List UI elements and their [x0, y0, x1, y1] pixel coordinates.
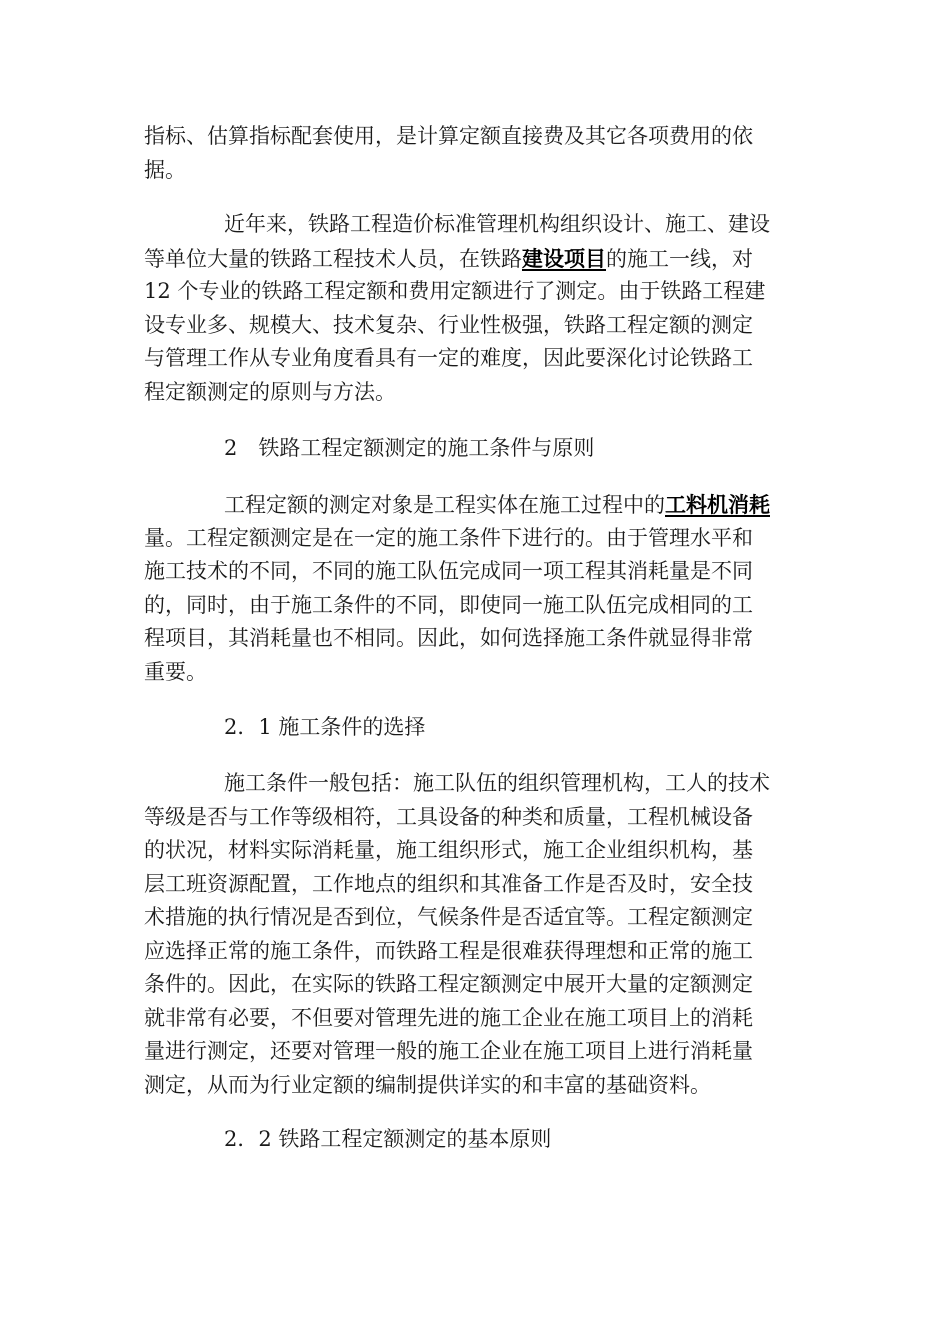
- text-line: 术措施的执行情况是否到位，气候条件是否适宜等。工程定额测定: [144, 905, 753, 929]
- link-construction-project[interactable]: 建设项目: [522, 245, 606, 271]
- section-heading-2: 2 铁路工程定额测定的施工条件与原则: [224, 436, 595, 460]
- section-heading-2-2: 2．2 铁路工程定额测定的基本原则: [224, 1127, 552, 1151]
- text-line: 量进行测定，还要对管理一般的施工企业在施工项目上进行消耗量: [144, 1039, 753, 1063]
- text-line: 等级是否与工作等级相符，工具设备的种类和质量，工程机械设备: [144, 804, 753, 829]
- text-line: 应选择正常的施工条件，而铁路工程是很难获得理想和正常的施工: [144, 938, 753, 963]
- text-line: 施工技术的不同，不同的施工队伍完成同一项工程其消耗量是不同: [144, 559, 753, 583]
- section-heading-2-1: 2．1 施工条件的选择: [224, 715, 426, 739]
- text-line: 的状况，材料实际消耗量，施工组织形式，施工企业组织机构，基: [144, 838, 753, 862]
- text-line: 施工条件一般包括：施工队伍的组织管理机构，工人的技术: [224, 771, 770, 795]
- text-segment: 等单位大量的铁路工程技术人员，在铁路: [144, 246, 522, 271]
- text-segment: 的施工一线，对: [606, 246, 753, 271]
- text-line-with-link: [144, 242, 804, 276]
- text-segment: 工程定额的测定对象是工程实体在施工过程中的: [224, 493, 665, 517]
- text-line: 近年来，铁路工程造价标准管理机构组织设计、施工、建设: [224, 212, 770, 236]
- text-line: 与管理工作从专业角度看具有一定的难度，因此要深化讨论铁路工: [144, 346, 753, 370]
- paragraph-construction-conditions: [144, 767, 804, 1102]
- text-line: 据。: [144, 157, 186, 182]
- text-line: 12 个专业的铁路工程定额和费用定额进行了测定。由于铁路工程建: [144, 279, 766, 303]
- paragraph-continuation: [144, 120, 804, 187]
- text-line: 程项目，其消耗量也不相同。因此，如何选择施工条件就显得非常: [144, 626, 753, 650]
- text-line: 程定额测定的原则与方法。: [144, 379, 396, 404]
- text-line-with-link: [144, 488, 804, 522]
- text-line: 设专业多、规模大、技术复杂、行业性极强，铁路工程定额的测定: [144, 312, 753, 337]
- text-line: 条件的。因此，在实际的铁路工程定额测定中展开大量的定额测定: [144, 972, 753, 996]
- paragraph-measurement-object: [144, 488, 804, 689]
- text-line: 就非常有必要，不但要对管理先进的施工企业在施工项目上的消耗: [144, 1005, 753, 1030]
- text-line: 指标、估算指标配套使用，是计算定额直接费及其它各项费用的依: [144, 124, 753, 148]
- text-line: 重要。: [144, 659, 207, 684]
- text-line: 层工班资源配置，工作地点的组织和其准备工作是否及时，安全技: [144, 871, 753, 896]
- paragraph-recent-years: [144, 208, 804, 409]
- text-line: 量。工程定额测定是在一定的施工条件下进行的。由于管理水平和: [144, 525, 753, 550]
- text-line: 测定，从而为行业定额的编制提供详实的和丰富的基础资料。: [144, 1072, 711, 1097]
- link-labor-material-machine[interactable]: 工料机消耗: [665, 492, 770, 517]
- text-line: 的，同时，由于施工条件的不同，即使同一施工队伍完成相同的工: [144, 592, 753, 617]
